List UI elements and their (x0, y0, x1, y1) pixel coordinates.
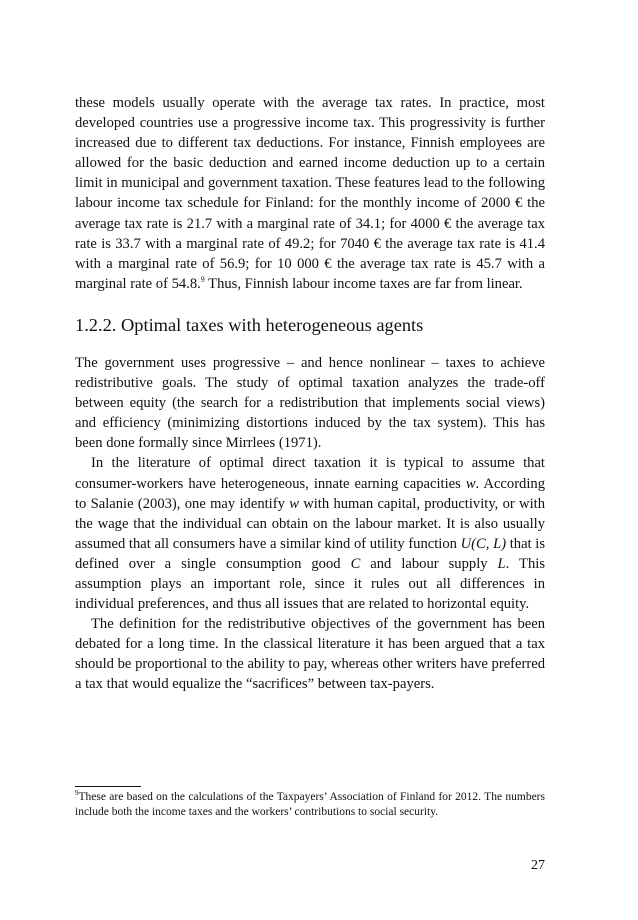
text-run: . This assumption plays an important role, since it rules out all differences in individual preferences, and thus all issues that are related to horizontal equity. (75, 555, 545, 613)
math-variable-c: C (350, 555, 361, 572)
text-run: In the literature of optimal direct taxation it is typical to assume that consumer-workers have heterogeneous, innate earning capacities (75, 455, 545, 492)
paragraph-text-tail: Thus, Finnish labour income taxes are far from linear. (204, 275, 523, 292)
footnote-number: 9 (75, 789, 79, 797)
paragraph-text: these models usually operate with the average tax rates. In practice, most developed countries use a progressive income tax. This progressivity is further increased due to different tax deductions. For instance, Finnish employees are allowed for the basic deduction and earned income deduction up to a certain limit in municipal and government taxation. These features lead to the following labour income tax schedule for Finland: for the monthly income of 2000 € the average tax rate is 21.7 with a marginal rate of 34.1; for 4000 € the average tax rate is 33.7 with a marginal rate of 49.2; for 7040 € the average tax rate is 41.4 with a marginal rate of 56.9; for 10 000 € the average tax rate is 45.7 with a marginal rate of 54.8. (75, 95, 545, 292)
math-utility-function: U(C, L) (460, 535, 507, 552)
section-heading: 1.2.2. Optimal taxes with heterogeneous agents (75, 314, 424, 335)
page-body (75, 93, 545, 695)
page-number: 27 (531, 858, 545, 873)
paragraph-heterogeneous-agents (75, 453, 545, 614)
paragraph-progressive-taxes: The government uses progressive – and hence nonlinear – taxes to achieve redistributive goals. The study of optimal taxation analyzes the trade-off between equity (the search for a redistribution that implements social views) and efficiency (minimizing distortions induced by the tax system). This has been done formally since Mirrlees (1971). (75, 354, 545, 452)
footnote-divider (75, 786, 141, 787)
paragraph-tax-schedule (75, 93, 545, 294)
text-run: with human capital, productivity, or with the wage that the individual can obtain on the labour market. It is also usually assumed that all consumers have a similar kind of utility function (75, 495, 545, 552)
footnote-text: These are based on the calculations of the Taxpayers’ Association of Finland for 2012. The numbers include both the income taxes and the workers’ contributions to social security. (75, 791, 545, 818)
footnote (75, 790, 545, 820)
paragraph-redistributive-objectives: The definition for the redistributive objectives of the government has been debated for a long time. In the classical literature it has been argued that a tax should be proportional to the ability to pay, whereas other writers have preferred a tax that would equalize the “sacrifices” between tax-payers. (75, 616, 545, 693)
math-variable-l: L (497, 555, 506, 572)
text-run: and labour supply (360, 555, 498, 572)
math-variable-w: w (465, 475, 476, 492)
text-run: . According to Salanie (2003), one may identify (75, 475, 545, 512)
math-variable-w: w (289, 495, 299, 512)
text-run: that is defined over a single consumption good (75, 535, 546, 572)
footnote-reference: 9 (200, 274, 205, 284)
